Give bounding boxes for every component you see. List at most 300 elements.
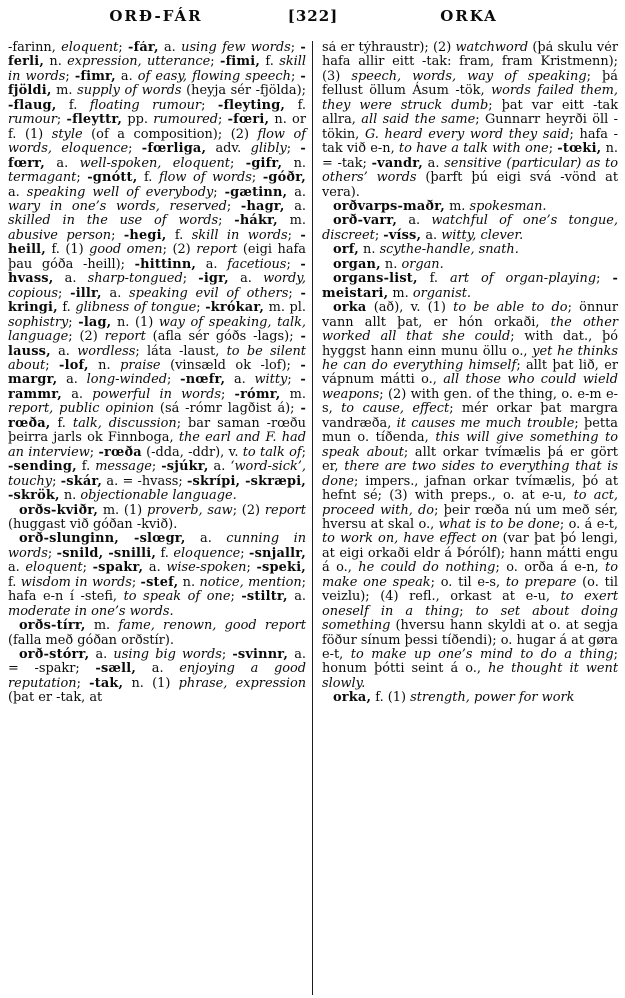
gloss: expression, utterance	[67, 54, 211, 70]
headword: -hegi,	[123, 227, 167, 243]
headword: -nœfr,	[180, 372, 226, 388]
text-run: (falla með góðan orðstír).	[8, 632, 174, 648]
text-run: ;	[196, 300, 206, 316]
gloss: there are two sides to everything that is done	[322, 459, 618, 489]
dictionary-entry	[8, 619, 306, 648]
page-header	[0, 7, 625, 33]
text-columns	[0, 41, 625, 995]
gloss: it causes me much trouble	[396, 415, 575, 431]
text-run: ;	[82, 560, 93, 576]
gloss: to be able to do	[453, 300, 568, 316]
gloss: all said the same	[361, 112, 476, 128]
text-run: ;	[287, 372, 301, 388]
text-run: (vinsæld ok -lof);	[160, 357, 301, 373]
gloss: to make one speak	[322, 560, 618, 590]
text-run: ;	[246, 560, 257, 576]
text-run: ;	[240, 545, 250, 561]
dictionary-entry	[322, 301, 618, 691]
headword: -meistari,	[322, 271, 618, 301]
headword: -fleyttr,	[66, 112, 123, 128]
text-run: (afla sér góðs -lags);	[145, 329, 301, 345]
gloss: skill in words	[191, 227, 288, 243]
gloss: powerful in words	[92, 386, 221, 402]
text-run: ;	[118, 41, 129, 55]
headword: -stef,	[140, 574, 179, 590]
text-run: n.	[282, 155, 306, 171]
headword: -rómr,	[234, 386, 281, 402]
gloss: this will give something to speak about	[322, 430, 618, 460]
headword: -fœrr,	[8, 141, 306, 171]
headword: -illr,	[70, 285, 102, 301]
headword: -vandr,	[371, 155, 423, 171]
gloss: what is to be done	[438, 516, 560, 532]
gloss: G. heard every word they said	[364, 126, 570, 142]
gloss: cunning in words	[8, 531, 306, 561]
gloss: floating rumour	[89, 97, 202, 113]
headword: -lauss,	[8, 329, 306, 359]
text-run: f.	[137, 170, 159, 186]
text-run: (var þat þó lengi, at eigi orkaði eldr á Þórólf); hann mátti engu á o.,	[322, 531, 618, 576]
text-run: a.	[8, 560, 26, 576]
text-run: a.	[158, 41, 182, 55]
text-run: ;	[56, 112, 67, 128]
text-run: ;	[301, 444, 307, 460]
dictionary-entry	[322, 214, 618, 243]
gloss: of easy, flowing speech	[137, 68, 291, 84]
text-run: m.	[444, 198, 470, 214]
text-run: ;	[596, 271, 613, 287]
headword: -rœða,	[8, 401, 306, 431]
text-run: n.	[88, 357, 121, 373]
headword: -krókar,	[205, 300, 265, 316]
text-run: n.	[44, 54, 68, 70]
text-run: a.	[421, 227, 442, 243]
text-run: (sá -rómr lagðist á);	[154, 401, 301, 417]
dictionary-entry	[8, 41, 306, 504]
text-run: (o. til veizlu); (4) refl., orkast at e-u,	[322, 574, 618, 605]
text-run: ;	[76, 170, 88, 186]
text-run: m.	[277, 213, 306, 229]
text-run: a.	[284, 198, 306, 214]
headword: -skár,	[60, 473, 103, 489]
headword: -stiltr,	[241, 589, 288, 605]
gloss: he thought it went slowly.	[322, 661, 619, 691]
headword: -flaug,	[8, 97, 57, 113]
gloss: speaking well of everybody	[26, 184, 214, 200]
dictionary-entry	[322, 41, 618, 200]
headword: -sæll,	[95, 661, 137, 677]
text-run: ;	[221, 647, 233, 663]
gloss: termagant	[8, 170, 77, 186]
text-run: f.	[57, 300, 76, 316]
gloss: moderate in one’s words.	[8, 603, 174, 619]
text-run: f.	[50, 415, 73, 431]
headword: orðs-tírr,	[19, 618, 86, 634]
gloss: rumour	[8, 112, 57, 128]
text-run: ; o. á e-t,	[559, 516, 618, 532]
text-run: pp.	[122, 112, 154, 128]
text-run: ;	[131, 574, 141, 590]
text-run: (of a composition); (2)	[82, 126, 258, 142]
gloss: wordless	[77, 343, 136, 359]
text-run: (þarft þú eigi svá -vönd at vera).	[322, 170, 618, 200]
text-run: f.	[166, 227, 192, 243]
headword: -sjúkr,	[161, 459, 209, 475]
dictionary-entry	[8, 504, 306, 533]
text-run: a.	[136, 661, 180, 677]
gloss: long-winded	[86, 372, 168, 388]
text-run: m. (1)	[98, 502, 147, 518]
gloss: wordy, copious	[8, 271, 306, 301]
text-run: n.	[178, 574, 200, 590]
text-run: m.	[51, 83, 78, 99]
text-run: ;	[111, 227, 124, 243]
gloss: ‘word-sick’, touchy	[8, 459, 306, 489]
dictionary-entry	[322, 272, 618, 301]
text-run: ; impers., jafnan orkar tvímælis, þó at hefnt sé; (3) with preps., o. at e-u,	[322, 473, 618, 504]
text-run: n.	[358, 242, 380, 258]
text-run: f.	[156, 545, 174, 561]
headword: -hvass,	[8, 256, 306, 287]
text-run: f.	[417, 271, 451, 287]
headword: -rammr,	[8, 372, 306, 402]
headword: -spakr,	[92, 560, 144, 576]
gloss: good omen	[89, 242, 163, 258]
gloss: spokesman.	[469, 198, 547, 214]
gloss: to cause, effect	[341, 401, 450, 417]
text-run: ;	[459, 603, 476, 619]
text-run: (þá skulu vér hafa allir eitt -tak: fram, fram Kristmenn); (3)	[322, 41, 618, 84]
gloss: way of speaking, talk, language	[8, 314, 306, 345]
headword: -rœða	[98, 444, 142, 460]
headword: orðs-kviðr,	[19, 502, 99, 518]
headword: -fimi,	[220, 54, 261, 70]
text-run: ; allt orkar tvímælis þá er gört er,	[322, 444, 618, 475]
headword: orðvarps-maðr,	[333, 198, 445, 214]
headword: -fár,	[128, 41, 159, 55]
headword: -skrípi, -skræpi, -skrök,	[8, 473, 306, 504]
text-run: ;	[286, 256, 301, 272]
text-run: ; o. orða á e-n,	[495, 560, 606, 576]
text-run: (eigi hafa þau góða -heill);	[8, 242, 306, 272]
gloss: report	[264, 502, 306, 518]
text-run: ;	[213, 184, 225, 200]
gloss: to talk of	[242, 444, 302, 460]
headword: -heill,	[8, 227, 306, 258]
text-run: ;	[218, 112, 228, 128]
gloss: organ.	[401, 256, 444, 272]
headword: organ,	[333, 256, 381, 272]
text-run: m.	[85, 618, 119, 634]
text-run: ; (2) with gen. of the thing, o. e-m e-s,	[322, 386, 618, 417]
gloss: to act, proceed with, do	[322, 488, 618, 518]
headword: -víss,	[383, 227, 422, 243]
text-run: (huggast við góðan -kvið).	[8, 516, 178, 532]
text-run: ;	[220, 386, 235, 402]
gloss: to set about doing something	[322, 603, 618, 634]
text-run: adv.	[206, 141, 251, 157]
headword: -lag,	[78, 314, 112, 330]
text-run: a.	[115, 68, 138, 84]
headword: -snild, -snilli,	[56, 545, 157, 561]
dictionary-entry	[322, 691, 618, 705]
headword: -tak,	[89, 675, 124, 691]
text-run: ;	[548, 141, 558, 157]
text-run: ;	[290, 41, 301, 55]
dictionary-entry	[322, 243, 618, 257]
headword: orð-slunginn, -slœgr,	[19, 531, 186, 547]
text-run: a.	[50, 343, 78, 359]
text-run: n. (1)	[123, 675, 179, 691]
text-run: ;	[58, 285, 71, 301]
gloss: to exert oneself in a thing	[322, 589, 618, 619]
gloss: report, public opinion	[8, 401, 154, 417]
text-run: ;	[201, 97, 218, 113]
gloss: supply of words	[77, 83, 182, 99]
headword: -hagr,	[240, 198, 285, 214]
text-run: a.	[228, 271, 264, 287]
headword: -hittinn,	[134, 256, 197, 272]
headword: -snjallr,	[249, 545, 306, 561]
text-run: ;	[230, 589, 242, 605]
text-run: a.	[53, 271, 88, 287]
gloss: using big words	[113, 647, 222, 663]
text-run: ;	[226, 198, 241, 214]
text-run: ;	[47, 545, 57, 561]
gloss: to speak of one	[123, 589, 231, 605]
headword: orf,	[333, 242, 359, 258]
gloss: praise	[120, 357, 161, 373]
headword: -góðr,	[262, 170, 306, 186]
headword: orka	[333, 300, 367, 316]
text-run: ; (2)	[232, 502, 265, 518]
running-head-right: ORKA	[440, 7, 498, 25]
text-run: f.	[8, 574, 21, 590]
gloss: to make up one’s mind to do a thing	[350, 647, 614, 663]
gloss: fame, renown, good report	[118, 618, 306, 634]
text-run: ; þeir rœða nú um með sér, hversu at skal o.,	[322, 502, 618, 532]
gloss: style	[51, 126, 83, 142]
text-run: ;	[290, 68, 301, 84]
text-run: (-dda, -ddr), v.	[141, 444, 243, 460]
headword: -gifr,	[245, 155, 283, 171]
headword: -igr,	[198, 271, 229, 287]
headword: orð-varr,	[333, 213, 398, 229]
gloss: to prepare	[505, 574, 577, 590]
text-run: ;	[45, 357, 60, 373]
text-run: ;	[167, 372, 181, 388]
gloss: flow of words	[158, 170, 252, 186]
gloss: the earl and F. had an interview	[8, 430, 306, 460]
text-run: ; láta -laust,	[135, 343, 227, 359]
text-run: a.	[143, 560, 167, 576]
text-run: a.	[44, 155, 80, 171]
text-run: ; honum þótti seint á o.,	[322, 647, 618, 677]
gloss: witty	[254, 372, 288, 388]
gloss: skilled in the use of words	[8, 213, 219, 229]
text-run: (hversu hann skyldi at o. at segja föður sínum þessi tíðendi); o. hugar á at gøra e-t,	[322, 618, 618, 663]
gloss: speaking evil of others	[129, 285, 289, 301]
gloss: skill in words	[8, 54, 306, 84]
gloss: glibness of tongue	[75, 300, 197, 316]
text-run: ; önnur vann allt þat, er hón orkaði,	[322, 300, 618, 330]
headword: -fjöldi,	[8, 68, 306, 99]
gloss: witty, clever.	[441, 227, 524, 243]
text-run: ; bar saman -rœðu þeirra jarls ok Finnboga,	[8, 415, 306, 446]
headword: -tœki,	[557, 141, 602, 157]
right-column	[313, 41, 625, 995]
text-run: ;	[287, 227, 301, 243]
gloss: abusive person	[8, 227, 112, 243]
headword: -gnótt,	[87, 170, 138, 186]
headword: -fimr,	[74, 68, 116, 84]
running-head-left: ORÐ-FÁR	[109, 7, 203, 25]
text-run: ;	[229, 155, 246, 171]
text-run: ;	[68, 314, 79, 330]
text-run: n. = -tak;	[322, 141, 618, 171]
headword: organs-list,	[333, 271, 418, 287]
text-run: m. pl.	[264, 300, 306, 316]
text-run: ;	[151, 459, 162, 475]
text-run: f.	[76, 459, 96, 475]
text-run: n.	[59, 488, 81, 504]
text-run: a.	[422, 155, 445, 171]
text-run: ; þetta mun o. tíðenda,	[322, 415, 618, 446]
text-run: n.	[380, 256, 402, 272]
text-run: ; (2)	[162, 242, 197, 258]
text-run: (að), v. (1)	[366, 300, 454, 316]
gloss: eloquent	[61, 41, 119, 55]
text-run: ;	[89, 444, 99, 460]
text-run: n. or f. (1)	[8, 112, 306, 142]
text-run: ; hafa e-n í -stefi,	[8, 574, 306, 605]
page-number: [322]	[287, 7, 339, 25]
gloss: words failed them, they were struck dumb	[322, 83, 618, 113]
gloss: to be silent about	[8, 343, 306, 373]
text-run: m.	[280, 386, 306, 402]
gloss: flow of words, eloquence	[8, 126, 306, 157]
text-run: a.	[397, 213, 432, 229]
gloss: proverb, saw	[146, 502, 233, 518]
gloss: glibly	[250, 141, 287, 157]
dictionary-entry	[322, 258, 618, 272]
headword: -fœri,	[227, 112, 270, 128]
text-run: a.	[225, 372, 255, 388]
text-run: ; (2)	[68, 329, 105, 345]
headword: -margr,	[8, 357, 306, 388]
gloss: strength, power for work	[410, 690, 575, 706]
text-run: a.	[61, 386, 93, 402]
text-run: f.	[56, 97, 90, 113]
gloss: all those who could wield weapons	[322, 372, 618, 402]
text-run: (þat er -tak, at	[8, 690, 103, 706]
gloss: eloquence	[173, 545, 241, 561]
text-run: ; allt þat lið, er vápnum mátti o.,	[322, 357, 618, 388]
gloss: eloquent	[25, 560, 83, 576]
text-run: a.	[196, 256, 228, 272]
gloss: to work on, have effect on	[322, 531, 498, 547]
gloss: the other worked all that she could	[322, 314, 618, 345]
left-column	[0, 41, 312, 995]
text-run: ; þá fellust öllum Ásum -tök,	[322, 68, 618, 99]
text-run: -farinn,	[8, 41, 62, 55]
gloss: yet he thinks he can do everything himself	[322, 343, 618, 373]
gloss: watchword	[455, 41, 529, 55]
text-run: ;	[286, 141, 301, 157]
gloss: phrase, expression	[178, 675, 307, 691]
text-run: a.	[89, 647, 114, 663]
text-run: ; mér orkar þat margra vandræða,	[322, 401, 618, 431]
text-run: ;	[374, 227, 384, 243]
text-run: ;	[65, 68, 75, 84]
gloss: report	[196, 242, 238, 258]
gloss: sharp-tongued	[87, 271, 183, 287]
gloss: art of organ-playing	[450, 271, 597, 287]
text-run: ; þat var eitt -tak allra,	[322, 97, 619, 128]
gloss: using few words	[181, 41, 291, 55]
headword: -ferli,	[8, 41, 306, 70]
gloss: he could do nothing	[358, 560, 496, 576]
text-run: ;	[210, 54, 221, 70]
text-run: a.	[8, 184, 27, 200]
headword: -svinnr,	[232, 647, 289, 663]
text-run: f.	[285, 97, 306, 113]
text-run: a.	[287, 589, 306, 605]
gloss: wisdom in words	[20, 574, 132, 590]
headword: -sending,	[8, 459, 77, 475]
headword: -fleyting,	[217, 97, 286, 113]
text-run: ;	[128, 141, 142, 157]
text-run: a.	[185, 531, 227, 547]
text-run: ; Gunnarr heyrði öll -tökin,	[322, 112, 618, 142]
headword: orð-stórr,	[19, 647, 90, 663]
text-run: ;	[251, 170, 263, 186]
text-run: ;	[218, 213, 235, 229]
dictionary-entry	[322, 200, 618, 214]
gloss: notice, mention	[199, 574, 302, 590]
text-run: (heyja sér -fjölda);	[181, 83, 306, 99]
gloss: watchful of one’s tongue, discreet	[322, 213, 618, 243]
headword: -fœrliga,	[141, 141, 207, 157]
gloss: to have a talk with one	[398, 141, 549, 157]
text-run: f. (1)	[371, 690, 411, 706]
text-run: sá er týhraustr); (2)	[322, 41, 456, 55]
gloss: wary in one’s words, reserved	[8, 198, 227, 214]
headword: -speki,	[256, 560, 306, 576]
gloss: well-spoken, eloquent	[79, 155, 230, 171]
gloss: organist.	[412, 285, 471, 301]
text-run: m.	[388, 285, 413, 301]
text-run: ; with dat., þó hyggst hann einn munu öllu o.,	[322, 329, 618, 359]
headword: orka,	[333, 690, 372, 706]
text-run: a. = -hvass;	[102, 473, 187, 489]
text-run: a.	[101, 285, 130, 301]
gloss: report	[104, 329, 146, 345]
dictionary-entry	[8, 532, 306, 619]
text-run: f. (1)	[45, 242, 90, 258]
text-run: ; o. til e-s,	[430, 574, 506, 590]
text-run: ;	[182, 271, 199, 287]
text-run: ;	[52, 473, 61, 489]
dictionary-entry	[8, 648, 306, 706]
gloss: speech, words, way of speaking	[351, 68, 587, 84]
gloss: scythe-handle, snath.	[379, 242, 519, 258]
text-run: ;	[288, 285, 301, 301]
text-run: n. (1)	[111, 314, 159, 330]
text-run: a.	[287, 184, 306, 200]
text-run: f.	[260, 54, 280, 70]
gloss: message	[95, 459, 152, 475]
